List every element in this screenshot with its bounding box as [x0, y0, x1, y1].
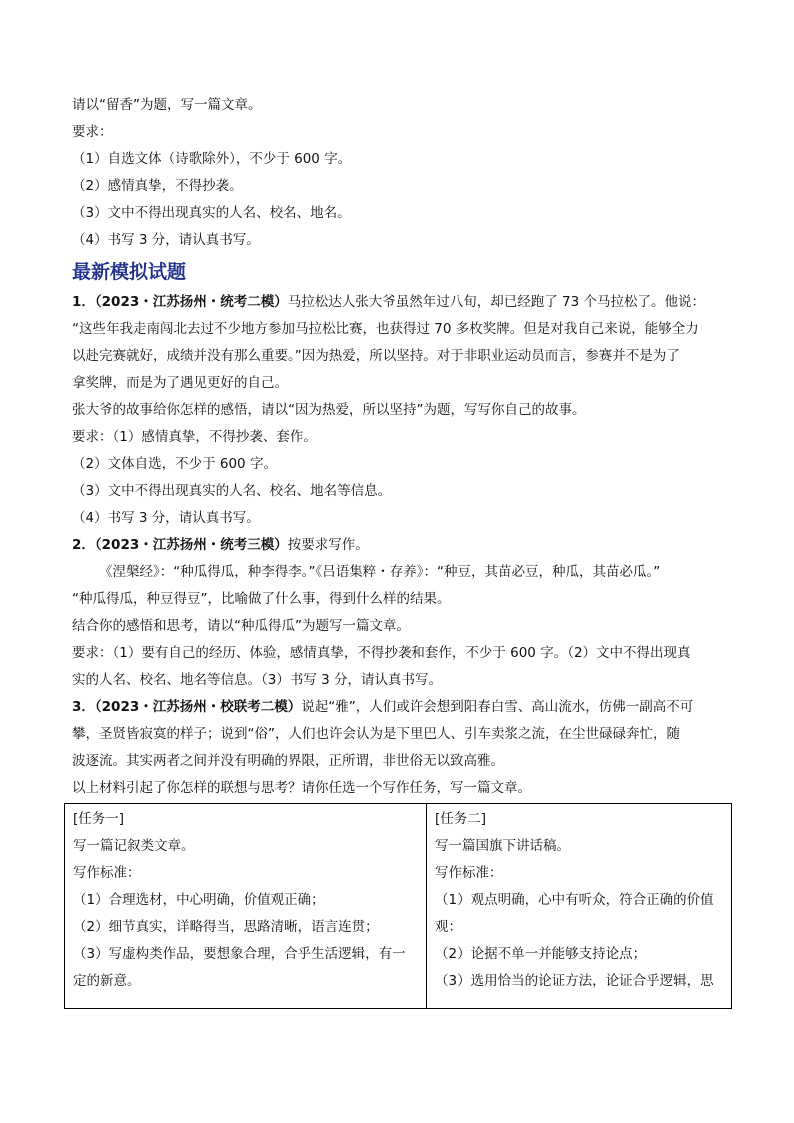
task-line: （1）合理选材，中心明确，价值观正确； — [73, 892, 325, 908]
question-number: 3． — [72, 699, 95, 715]
question-line: 结合你的感悟和思考，请以“种瓜得瓜”为题写一篇文章。 — [72, 618, 410, 634]
section-title: 最新模拟试题 — [72, 261, 187, 283]
task-line: 观： — [435, 919, 462, 935]
question-text: 马拉松达人张大爷虽然年过八旬，却已经跑了 73 个马拉松了。他说： — [287, 294, 705, 310]
table-row — [65, 804, 732, 1009]
task-line: [任务一] — [73, 811, 125, 827]
question-2 — [72, 532, 732, 694]
question-line: （2）文体自选，不少于 600 字。 — [72, 456, 277, 472]
question-1 — [72, 289, 732, 532]
question-source: （2023・江苏扬州・统考三模） — [94, 537, 288, 553]
intro-line: （2）感情真挚，不得抄袭。 — [72, 178, 243, 194]
question-line: “这些年我走南闯北去过不少地方参加马拉松比赛，也获得过 70 多枚奖牌。但是对我自己来说，能够全力 — [72, 321, 699, 337]
intro-line: （1）自选文体（诗歌除外），不少于 600 字。 — [72, 151, 352, 167]
intro-line: （3）文中不得出现真实的人名、校名、地名。 — [72, 205, 351, 221]
question-line: “种瓜得瓜，种豆得豆”，比喻做了什么事，得到什么样的结果。 — [72, 591, 451, 607]
task-line: 写作标准： — [435, 865, 503, 881]
intro-line: 请以“留香”为题，写一篇文章。 — [72, 97, 262, 113]
question-number: 2． — [72, 537, 95, 553]
question-text: 说起“雅”，人们或许会想到阳春白雪、高山流水，仿佛一副高不可 — [301, 699, 694, 715]
intro-line: （4）书写 3 分，请认真书写。 — [72, 232, 260, 248]
task-line: [任务二] — [435, 811, 487, 827]
question-source: （2023・江苏扬州・校联考二模） — [94, 699, 302, 715]
task-line: （2）细节真实，详略得当，思路清晰，语言连贯； — [73, 919, 379, 935]
task-line: 写一篇记叙类文章。 — [73, 838, 195, 854]
task-one-cell — [65, 804, 427, 1009]
task-two-cell — [427, 804, 732, 1009]
question-line: 以上材料引起了你怎样的联想与思考？请你任选一个写作任务，写一篇文章。 — [72, 780, 531, 796]
question-line: 攀，圣贤皆寂寞的样子；说到“俗”，人们也许会认为是下里巴人、引车卖浆之流，在尘世碌碌奔忙，随 — [72, 726, 680, 742]
question-line: 以赴完赛就好，成绩并没有那么重要。”因为热爱，所以坚持。对于非职业运动员而言，参赛并不是为了 — [72, 348, 680, 364]
question-line: （3）文中不得出现真实的人名、校名、地名等信息。 — [72, 483, 392, 499]
writing-tasks-table — [64, 803, 732, 1009]
question-2-first-line — [72, 532, 732, 559]
question-number: 1． — [72, 294, 95, 310]
task-line: （2）论据不单一并能够支持论点； — [435, 946, 647, 962]
question-source: （2023・江苏扬州・统考二模） — [94, 294, 288, 310]
question-line: 张大爷的故事给你怎样的感悟，请以“因为热爱，所以坚持”为题，写写你自己的故事。 — [72, 402, 586, 418]
question-line: 拿奖牌，而是为了遇见更好的自己。 — [72, 375, 288, 391]
question-quote-line: 《涅槃经》：“种瓜得瓜，种李得李。”《吕语集粹・存养》：“种豆，其苗必豆，种瓜，其苗必瓜。” — [99, 564, 661, 580]
question-1-first-line — [72, 289, 732, 316]
task-line: 定的新意。 — [73, 973, 141, 989]
task-line: 写作标准： — [73, 865, 141, 881]
question-line: 实的人名、校名、地名等信息。（3）书写 3 分，请认真书写。 — [72, 672, 443, 688]
question-text: 按要求写作。 — [287, 537, 369, 553]
question-3 — [72, 694, 732, 1009]
question-3-first-line — [72, 694, 732, 721]
question-line: 波逐流。其实两者之间并没有明确的界限，正所谓，非世俗无以致高雅。 — [72, 753, 504, 769]
document-page — [72, 92, 732, 1009]
question-line: （4）书写 3 分，请认真书写。 — [72, 510, 260, 526]
task-line: 写一篇国旗下讲话稿。 — [435, 838, 570, 854]
task-line: （3）写虚构类作品，要想象合理，合乎生活逻辑，有一 — [73, 946, 406, 962]
question-line: 要求：（1）感情真挚，不得抄袭、套作。 — [72, 429, 317, 445]
question-line: 要求：（1）要有自己的经历、体验，感情真挚，不得抄袭和套作，不少于 600 字。（2）文中不得出现真 — [72, 645, 691, 661]
intro-block — [72, 92, 732, 254]
task-line: （3）选用恰当的论证方法，论证合乎逻辑，思 — [435, 973, 714, 989]
intro-line: 要求： — [72, 124, 113, 140]
task-line: （1）观点明确，心中有听众，符合正确的价值 — [435, 892, 714, 908]
